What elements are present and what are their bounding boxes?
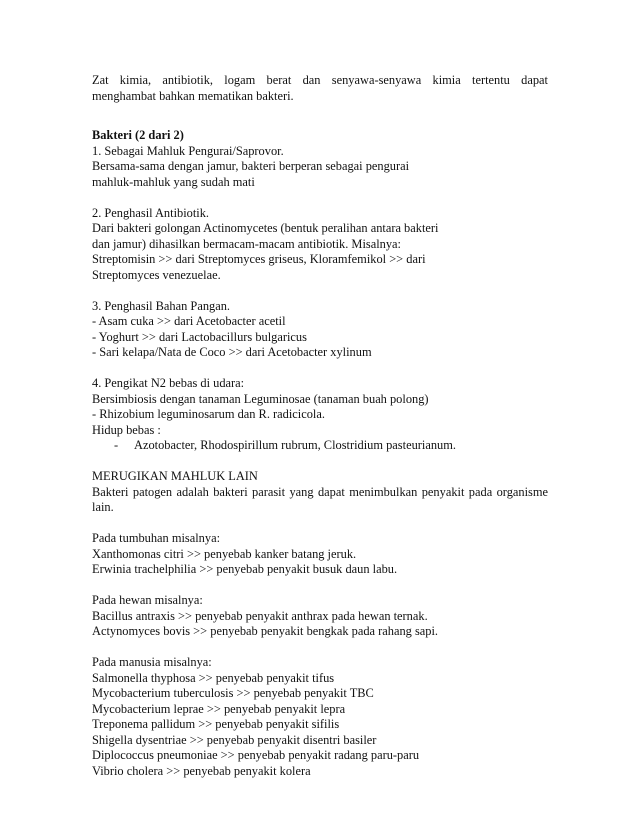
section-4-line: Bersimbiosis dengan tanaman Leguminosae (tanaman buah polong) <box>92 391 429 406</box>
section-2-line: Dari bakteri golongan Actinomycetes (bentuk peralihan antara bakteri <box>92 221 439 235</box>
manusia-line: Salmonella thyphosa >> penyebab penyakit tifus <box>92 670 335 685</box>
hewan-title: Pada hewan misalnya: <box>92 593 203 607</box>
merugikan-title: MERUGIKAN MAHLUK LAIN <box>92 469 258 483</box>
spacer <box>92 578 548 594</box>
hewan-line: Bacillus antraxis >> penyebab penyakit anthrax pada hewan ternak. <box>92 608 428 623</box>
bakteri-heading: Bakteri (2 dari 2) <box>92 128 184 142</box>
manusia-line: Mycobacterium tuberculosis >> penyebab penyakit TBC <box>92 686 374 700</box>
document-page <box>92 73 548 779</box>
spacer <box>92 516 548 532</box>
manusia-line: Diplococcus pneumoniae >> penyebab penyakit radang paru-paru <box>92 748 420 762</box>
intro-line-1: Zat kimia, antibiotik, logam berat dan senyawa-senyawa kimia tertentu dapat <box>92 73 548 87</box>
manusia-title: Pada manusia misalnya: <box>92 655 212 669</box>
section-1-title: 1. Sebagai Mahluk Pengurai/Saprovor. <box>92 143 284 158</box>
tumbuhan-title: Pada tumbuhan misalnya: <box>92 531 221 545</box>
section-3-title: 3. Penghasil Bahan Pangan. <box>92 298 230 313</box>
spacer <box>92 454 548 470</box>
manusia-line: Treponema pallidum >> penyebab penyakit sifilis <box>92 717 340 731</box>
spacer <box>92 104 548 128</box>
section-4-title: 4. Pengikat N2 bebas di udara: <box>92 376 245 390</box>
section-4-line: - Rhizobium leguminosarum dan R. radicicola. <box>92 407 325 421</box>
spacer <box>92 283 548 299</box>
section-2-line: Streptomisin >> dari Streptomyces griseus, Kloramfemikol >> dari <box>92 252 426 266</box>
section-3-line: - Yoghurt >> dari Lactobacillurs bulgaricus <box>92 329 307 344</box>
intro-line-2: menghambat bahkan mematikan bakteri. <box>92 88 294 103</box>
section-2-title: 2. Penghasil Antibiotik. <box>92 205 210 220</box>
tumbuhan-line: Xanthomonas citri >> penyebab kanker batang jeruk. <box>92 546 357 561</box>
hewan-line: Actynomyces bovis >> penyebab penyakit bengkak pada rahang sapi. <box>92 624 439 638</box>
manusia-line: Vibrio cholera >> penyebab penyakit kolera <box>92 763 311 778</box>
tumbuhan-line: Erwinia trachelphilia >> penyebab penyakit busuk daun labu. <box>92 562 398 576</box>
spacer <box>92 361 548 377</box>
section-4-line: Hidup bebas : <box>92 422 161 437</box>
section-4-bullet-item <box>92 438 548 454</box>
section-2-line: dan jamur) dihasilkan bermacam-macam antibiotik. Misalnya: <box>92 236 401 251</box>
merugikan-line-2: lain. <box>92 500 114 514</box>
manusia-line: Mycobacterium leprae >> penyebab penyakit lepra <box>92 701 346 716</box>
manusia-line: Shigella dysentriae >> penyebab penyakit disentri basiler <box>92 732 377 747</box>
section-1-line: Bersama-sama dengan jamur, bakteri berperan sebagai pengurai <box>92 159 410 173</box>
bullet-dash: - <box>114 438 119 452</box>
spacer <box>92 640 548 656</box>
section-1-line: mahluk-mahluk yang sudah mati <box>92 174 255 189</box>
bullet-text: Azotobacter, Rhodospirillum rubrum, Clostridium pasteurianum. <box>134 438 456 452</box>
section-3-line: - Sari kelapa/Nata de Coco >> dari Acetobacter xylinum <box>92 345 372 359</box>
merugikan-line-1: Bakteri patogen adalah bakteri parasit yang dapat menimbulkan penyakit pada organisme <box>92 484 548 499</box>
section-2-line: Streptomyces venezuelae. <box>92 267 221 282</box>
section-3-line: - Asam cuka >> dari Acetobacter acetil <box>92 314 286 328</box>
spacer <box>92 190 548 206</box>
